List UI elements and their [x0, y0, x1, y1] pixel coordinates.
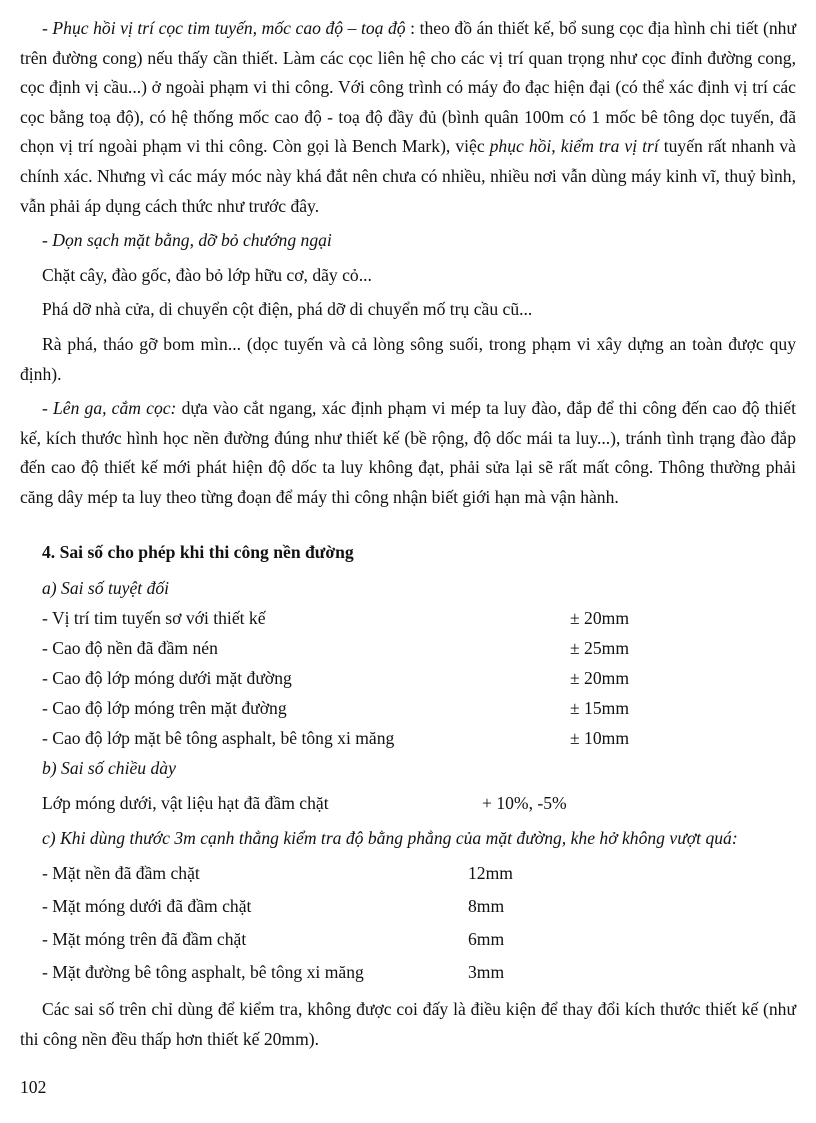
paragraph-lead: - Phục hồi vị trí cọc tim tuyến, mốc cao độ – toạ độ — [42, 18, 406, 38]
page-body — [20, 14, 796, 1054]
paragraph-text: : theo đồ án thiết kế, bổ sung cọc địa hình chi tiết (như trên đường cong) nếu thấy cần thiết. Làm các cọc liên hệ cho các vị trí quan trọng như cọc đỉnh đường cong, cọc định vị cầu...) ở ngoài phạm vi thi công. Với công trình có máy đo đạc hiện đại (có thể xác định vị trí các cọc bằng toạ độ), có hệ thống mốc cao độ - toạ độ đầy đủ (bình quân 100m có 1 mốc bê tông dọc tuyến, đã chọn vị trí ngoài phạm vi thi công. Còn gọi là Bench Mark), việc — [20, 18, 796, 157]
item-label: - Mặt đường bê tông asphalt, bê tông xi măng — [42, 962, 364, 983]
subsection-flatness: c) Khi dùng thước 3m cạnh thẳng kiểm tra độ bằng phẳng của mặt đường, khe hở không vượt quá: — [42, 827, 738, 848]
item-label: Lớp móng dưới, vật liệu hạt đã đầm chặt — [42, 792, 329, 813]
flatness-list — [20, 857, 796, 989]
paragraph-staking — [20, 394, 796, 512]
item-label: - Mặt móng dưới đã đầm chặt — [42, 896, 252, 917]
item-label: - Cao độ lớp móng dưới mặt đường — [42, 667, 292, 688]
list-item — [20, 923, 796, 956]
item-label: - Cao độ lớp mặt bê tông asphalt, bê tông xi măng — [42, 727, 395, 748]
item-value: ± 20mm — [570, 607, 630, 628]
item-label: - Cao độ lớp móng trên mặt đường — [42, 697, 287, 718]
item-value: 8mm — [468, 896, 505, 917]
item-value: 12mm — [468, 863, 513, 884]
list-item — [20, 633, 796, 663]
list-item — [20, 857, 796, 890]
paragraph-clear-site-lead: - Dọn sạch mặt bằng, dỡ bỏ chướng ngại — [42, 230, 332, 251]
paragraph-clear-vegetation: Chặt cây, đào gốc, đào bỏ lớp hữu cơ, dãy cỏ... — [42, 264, 372, 285]
section-heading: 4. Sai số cho phép khi thi công nền đường — [42, 541, 354, 562]
item-label: - Mặt nền đã đầm chặt — [42, 863, 200, 884]
list-item — [20, 603, 796, 633]
subsection-thickness-error: b) Sai số chiều dày — [42, 757, 176, 778]
absolute-error-list — [20, 603, 796, 753]
paragraph-demolition: Phá dỡ nhà cửa, di chuyển cột điện, phá dỡ di chuyển mố trụ cầu cũ... — [42, 299, 533, 320]
item-value: ± 20mm — [570, 667, 630, 688]
paragraph-text: tuyến rất nhanh và chính xác. Nhưng vì các máy móc này khá đắt nên chưa có nhiều, nhiều nơi vẫn dùng máy kinh vĩ, thuỷ bình, vẫn phải áp dụng cách thức như trước đây. — [20, 136, 796, 216]
item-value: ± 10mm — [570, 727, 630, 748]
item-value: + 10%, -5% — [482, 792, 567, 813]
paragraph-mine-clearing: Rà phá, tháo gỡ bom mìn... (dọc tuyến và cả lòng sông suối, trong phạm vi xây dựng an toàn được quy định). — [20, 333, 796, 384]
paragraph-restore-stakes — [20, 14, 796, 221]
item-value: 3mm — [468, 962, 505, 983]
page-number: 102 — [20, 1077, 47, 1097]
list-item — [20, 663, 796, 693]
list-item — [20, 956, 796, 989]
paragraph-lead: - Lên ga, cắm cọc: — [42, 398, 177, 419]
subsection-absolute-error: a) Sai số tuyệt đối — [42, 577, 170, 598]
item-label: - Cao độ nền đã đầm nén — [42, 637, 218, 658]
item-label: - Mặt móng trên đã đầm chặt — [42, 929, 247, 950]
list-item — [20, 723, 796, 753]
paragraph-text: dựa vào cắt ngang, xác định phạm vi mép ta luy đào, đắp để thi công đến cao độ thiết kế, kích thước hình học nền đường đúng như thiết kế (bề rộng, độ dốc mái ta luy...), tránh tình trạng đào đắp đến cao độ thiết kế mới phát hiện độ dốc ta luy không đạt, phải sửa lại sẽ rất mất công. Thông thường phải căng dây mép ta luy theo từng đoạn để máy thi công nhận biết giới hạn mà vận hành. — [20, 398, 796, 507]
thickness-item — [20, 787, 796, 820]
item-value: ± 15mm — [570, 697, 630, 718]
paragraph-italic-phrase: phục hồi, kiểm tra vị trí — [489, 136, 659, 157]
item-label: - Vị trí tim tuyến sơ với thiết kế — [42, 607, 266, 628]
paragraph-closing: Các sai số trên chỉ dùng để kiểm tra, không được coi đấy là điều kiện để thay đổi kích thước thiết kế (như thi công nền đều thấp hơn thiết kế 20mm). — [20, 999, 796, 1049]
item-value: 6mm — [468, 929, 505, 950]
item-value: ± 25mm — [570, 637, 630, 658]
list-item — [20, 890, 796, 923]
list-item — [20, 693, 796, 723]
